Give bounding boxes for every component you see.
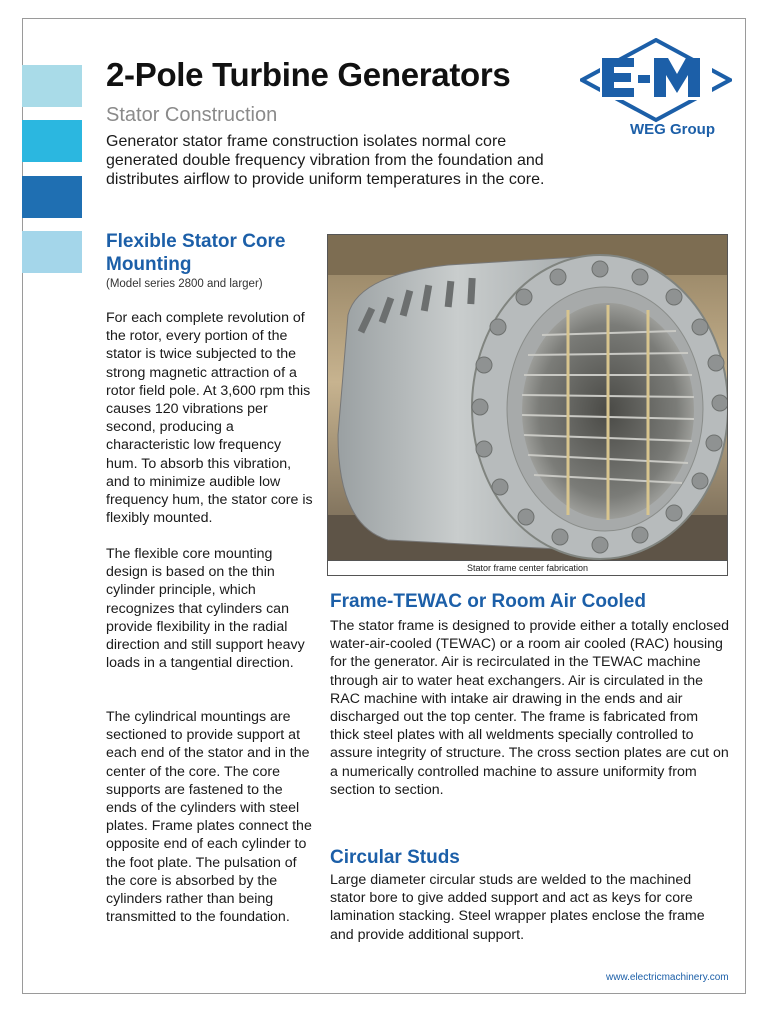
weg-group-label: WEG Group <box>630 121 715 138</box>
left-paragraph-1: For each complete revolution of the rotor, every portion of the stator is twice subjected to the strong magnetic attraction of a rotor field pole. At 3,600 rpm this causes 120 vibrations per second, producing a characteristic low frequency hum. To absorb this vibration, and to minimize audible low frequency hum, the stator core is flexibly mounted. <box>106 310 313 527</box>
page-title: 2-Pole Turbine Generators <box>106 56 511 93</box>
model-series-note: (Model series 2800 and larger) <box>106 278 263 290</box>
intro-paragraph: Generator stator frame construction isolates normal core generated double frequency vibration from the foundation and distributes airflow to provide uniform temperatures in the core. <box>106 133 545 188</box>
frame-tewac-text: The stator frame is designed to provide either a totally enclosed water-air-cooled (TEWAC) or a room air cooled (RAC) housing for the generator. Air is recirculated in the TEWAC machine through air to water heat exchangers. Air is circulated in the RAC machine with intake air drawing in the ends and air discharged out the top center. The frame is fabricated from thick steel plates with all weldments specially controlled to assure integrity of structure. The cross section plates are cut on a numerically controlled machine to assure uniformity from section to section. <box>330 618 730 798</box>
stator-frame-illustration <box>328 235 728 561</box>
color-tab-dark-blue <box>22 176 82 218</box>
color-tab-cyan <box>22 120 82 162</box>
color-tab-pale-blue <box>22 231 82 273</box>
circular-studs-text: Large diameter circular studs are welded to the machined stator bore to give added support and act as keys for core lamination stacking. Steel wrapper plates enclose the frame and provide additional support. <box>330 872 705 943</box>
page-subtitle: Stator Construction <box>106 104 278 126</box>
color-tab-light-blue <box>22 65 82 107</box>
left-paragraph-2: The flexible core mounting design is based on the thin cylinder principle, which recognizes that cylinders can provide flexibility in the radial direction and still support heavy loads in a tangential direction. <box>106 546 305 672</box>
flexible-mounting-heading: Flexible Stator Core Mounting <box>106 231 286 275</box>
footer-url[interactable]: www.electricmachinery.com <box>606 972 729 983</box>
stator-frame-photo <box>327 234 728 561</box>
left-paragraph-3: The cylindrical mountings are sectioned to provide support at each end of the stator and in the center of the core. The core supports are fastened to the ends of the cylinders with steel plates. Frame plates connect the opposite end of each cylinder to the foot plate. The pulsation of the core is absorbed by the cylinders rather than being transmitted to the foundation. <box>106 709 312 926</box>
frame-tewac-heading: Frame-TEWAC or Room Air Cooled <box>330 591 646 612</box>
photo-caption: Stator frame center fabrication <box>327 561 728 576</box>
circular-studs-heading: Circular Studs <box>330 847 460 868</box>
